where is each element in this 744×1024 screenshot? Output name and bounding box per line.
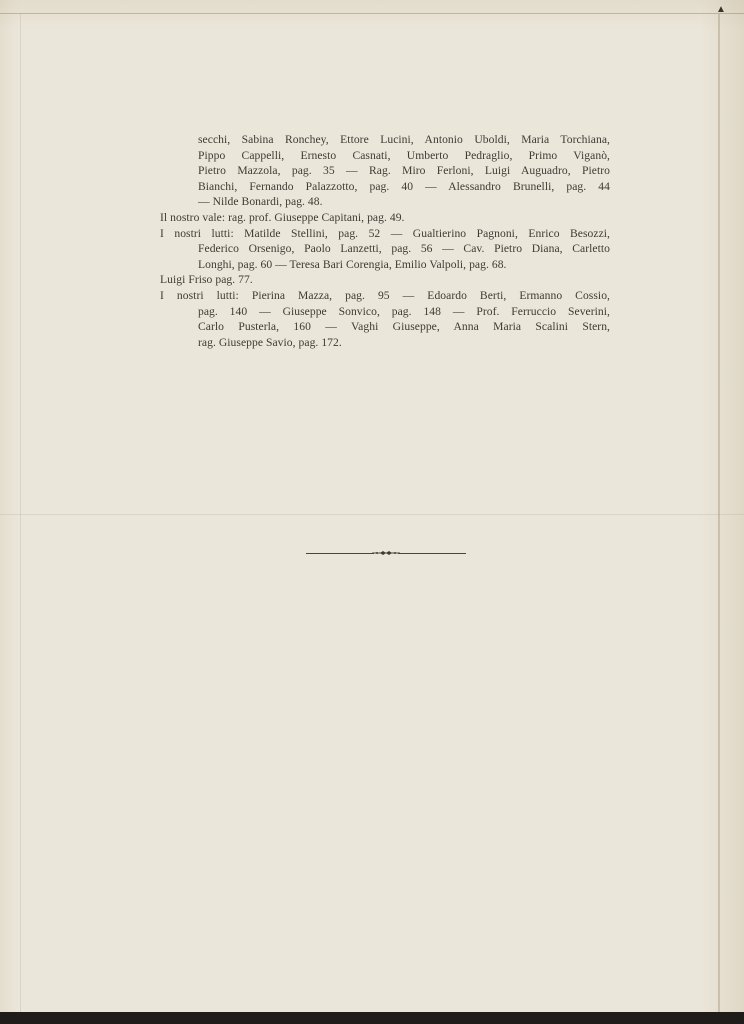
index-entry [160, 132, 610, 210]
index-text-block [160, 132, 610, 350]
text-line: Longhi, pag. 60 — Teresa Bari Corengia, Emilio Valpoli, pag. 68. [198, 257, 507, 271]
text-line: I nostri lutti: Matilde Stellini, pag. 52 — Gualtierino Pagnoni, Enrico Besozzi, [160, 226, 610, 240]
ornamental-rule-icon [306, 549, 466, 557]
index-entry [160, 226, 610, 273]
divider-rule-left [306, 553, 374, 554]
divider-rule-right [398, 553, 466, 554]
text-line: Carlo Pusterla, 160 — Vaghi Giuseppe, Anna Maria Scalini Stern, [198, 320, 610, 334]
text-line: Pippo Cappelli, Ernesto Casnati, Umberto Pedraglio, Primo Viganò, [198, 148, 610, 162]
text-line: secchi, Sabina Ronchey, Ettore Lucini, Antonio Uboldi, Maria Torchiana, [198, 133, 610, 146]
text-line: Il nostro vale: rag. prof. Giuseppe Capitani, pag. 49. [160, 210, 405, 224]
text-line: rag. Giuseppe Savio, pag. 172. [198, 335, 342, 349]
text-line: I nostri lutti: Pierina Mazza, pag. 95 — Edoardo Berti, Ermanno Cossio, [160, 288, 610, 302]
index-entry [160, 210, 610, 226]
page-fold-vertical [20, 14, 21, 1012]
text-line: pag. 140 — Giuseppe Sonvico, pag. 148 — Prof. Ferruccio Severini, [198, 304, 610, 318]
text-line: Federico Orsenigo, Paolo Lanzetti, pag. 56 — Cav. Pietro Diana, Carletto [198, 242, 610, 256]
page-right-edge [718, 14, 720, 1012]
page-fold-horizontal [0, 514, 744, 516]
index-entry [160, 272, 610, 288]
corner-mark-icon: ▲ [716, 4, 726, 15]
text-line: Pietro Mazzola, pag. 35 — Rag. Miro Ferloni, Luigi Auguadro, Pietro [198, 164, 610, 178]
text-line: — Nilde Bonardi, pag. 48. [198, 195, 323, 209]
page-top-edge [0, 13, 744, 14]
index-entry [160, 288, 610, 350]
text-line: Bianchi, Fernando Palazzotto, pag. 40 — Alessandro Brunelli, pag. 44 [198, 179, 610, 193]
divider-ornament-icon [372, 549, 400, 557]
text-line: Luigi Friso pag. 77. [160, 273, 253, 287]
